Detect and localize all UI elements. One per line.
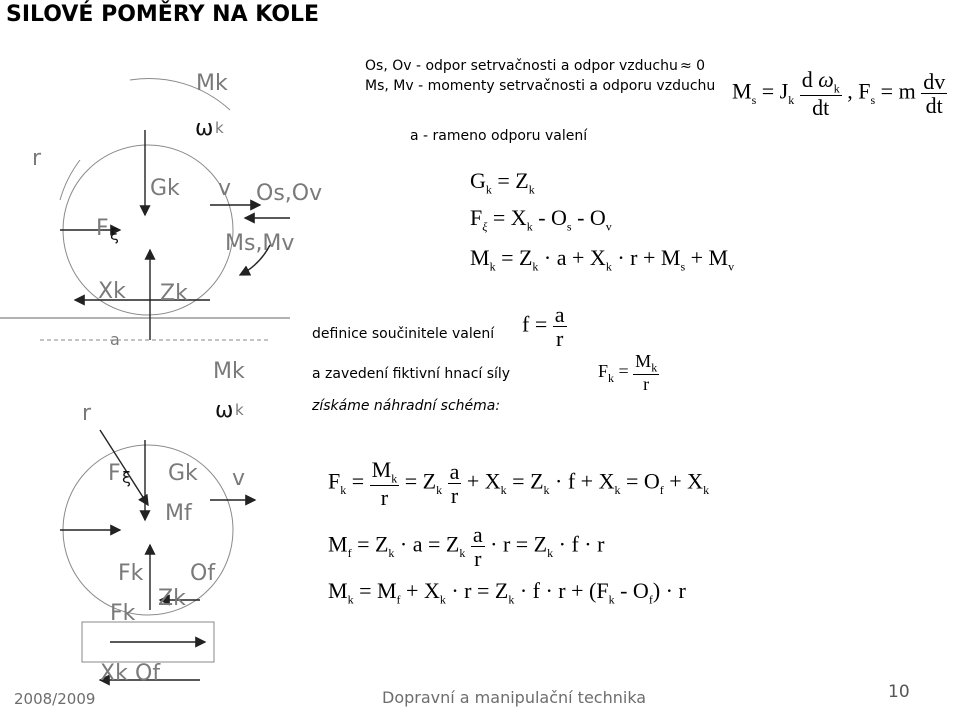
equation-mf: $M_f = Z_k \cdot a = Z_k$ $\frac{a}{r}$ · $r = Z_k \cdot f \cdot r$ [328, 522, 605, 572]
label-mk: Mk [196, 71, 228, 96]
equation-f: f = $\frac{a}{r}$ [522, 302, 565, 352]
label-os-ov: Os,Ov [256, 181, 323, 206]
footer-title: Dopravní a manipulační technika [382, 688, 647, 707]
note-definice: definice součinitele valení [312, 326, 495, 342]
label-gk: Gk [150, 176, 180, 201]
equation-fk: $F_k$ = $\frac{M_k}{r}$ [598, 351, 658, 395]
label-omega: ω [195, 116, 214, 141]
label-omega-k: k [215, 119, 224, 137]
label-omega-k-2: k [235, 401, 244, 419]
label-mf: Mf [165, 501, 192, 526]
label-of: Of [190, 561, 216, 586]
footer-year: 2008/2009 [14, 690, 96, 708]
equation-fxi: $F_\xi = X_k - O_s - O_v$ [470, 205, 612, 234]
note-ms-mv: Ms, Mv - momenty setrvačnosti a odporu vzduchu [365, 78, 716, 94]
label-zk-2: Zk [158, 586, 186, 611]
label-ms-mv: Ms,Mv [225, 231, 295, 256]
note-ziskame: získáme náhradní schéma: [312, 398, 501, 414]
label-fk: Fk [118, 561, 144, 586]
label-gk-2: Gk [168, 461, 198, 486]
label-mk-2: Mk [213, 359, 245, 384]
label-fxi-2: F [108, 461, 121, 486]
equation-mk: $M_k = Z_k \cdot a + X_k \cdot r + M_s + M_v$ [470, 245, 735, 274]
label-xk-2: Xk [100, 661, 128, 686]
label-xi-2: ξ [122, 468, 131, 487]
equation-gk: $G_k = Z_k$ [470, 168, 535, 197]
slide-title: SILOVÉ POMĚRY NA KOLE [6, 2, 320, 27]
page-number: 10 [888, 682, 910, 702]
note-zavedeni: a zavedení fiktivní hnací síly [312, 366, 511, 382]
label-v: v [218, 176, 232, 201]
label-xk: Xk [98, 279, 126, 304]
label-r: r [32, 146, 42, 171]
label-zk: Zk [160, 281, 188, 306]
label-xi: ξ [110, 225, 119, 244]
label-fxi: F [96, 216, 109, 241]
upper-omega-arc [60, 160, 80, 200]
label-r-2: r [82, 401, 92, 426]
note-approx-zero: ≈ 0 [680, 58, 706, 74]
label-v-2: v [232, 466, 246, 491]
equation-mk-final: $M_k = M_f + X_k \cdot r = Z_k \cdot f \cdot r + (F_k - O_f) \cdot r$ [328, 578, 686, 607]
note-os-ov: Os, Ov - odpor setrvačnosti a odpor vzduchu [365, 58, 678, 74]
equation-inertia: $M_s = J_k$ $\frac{d \omega_k}{dt}$ , $F_s = m$ $\frac{dv}{dt}$ [732, 67, 946, 120]
label-of-2: Of [135, 661, 161, 686]
wheel-force-diagram [0, 55, 323, 695]
equation-fk-expanded: $F_k$ = $\frac{M_k}{r}$ = $Z_k$ $\frac{a}{r}$ + $X_k = Z_k \cdot f + X_k = O_f + X_k$ [328, 457, 710, 510]
label-a: a [110, 330, 120, 349]
label-omega-2: ω [215, 398, 234, 423]
note-rameno: a - rameno odporu valení [410, 128, 588, 144]
label-fk-2: Fk [110, 601, 136, 626]
